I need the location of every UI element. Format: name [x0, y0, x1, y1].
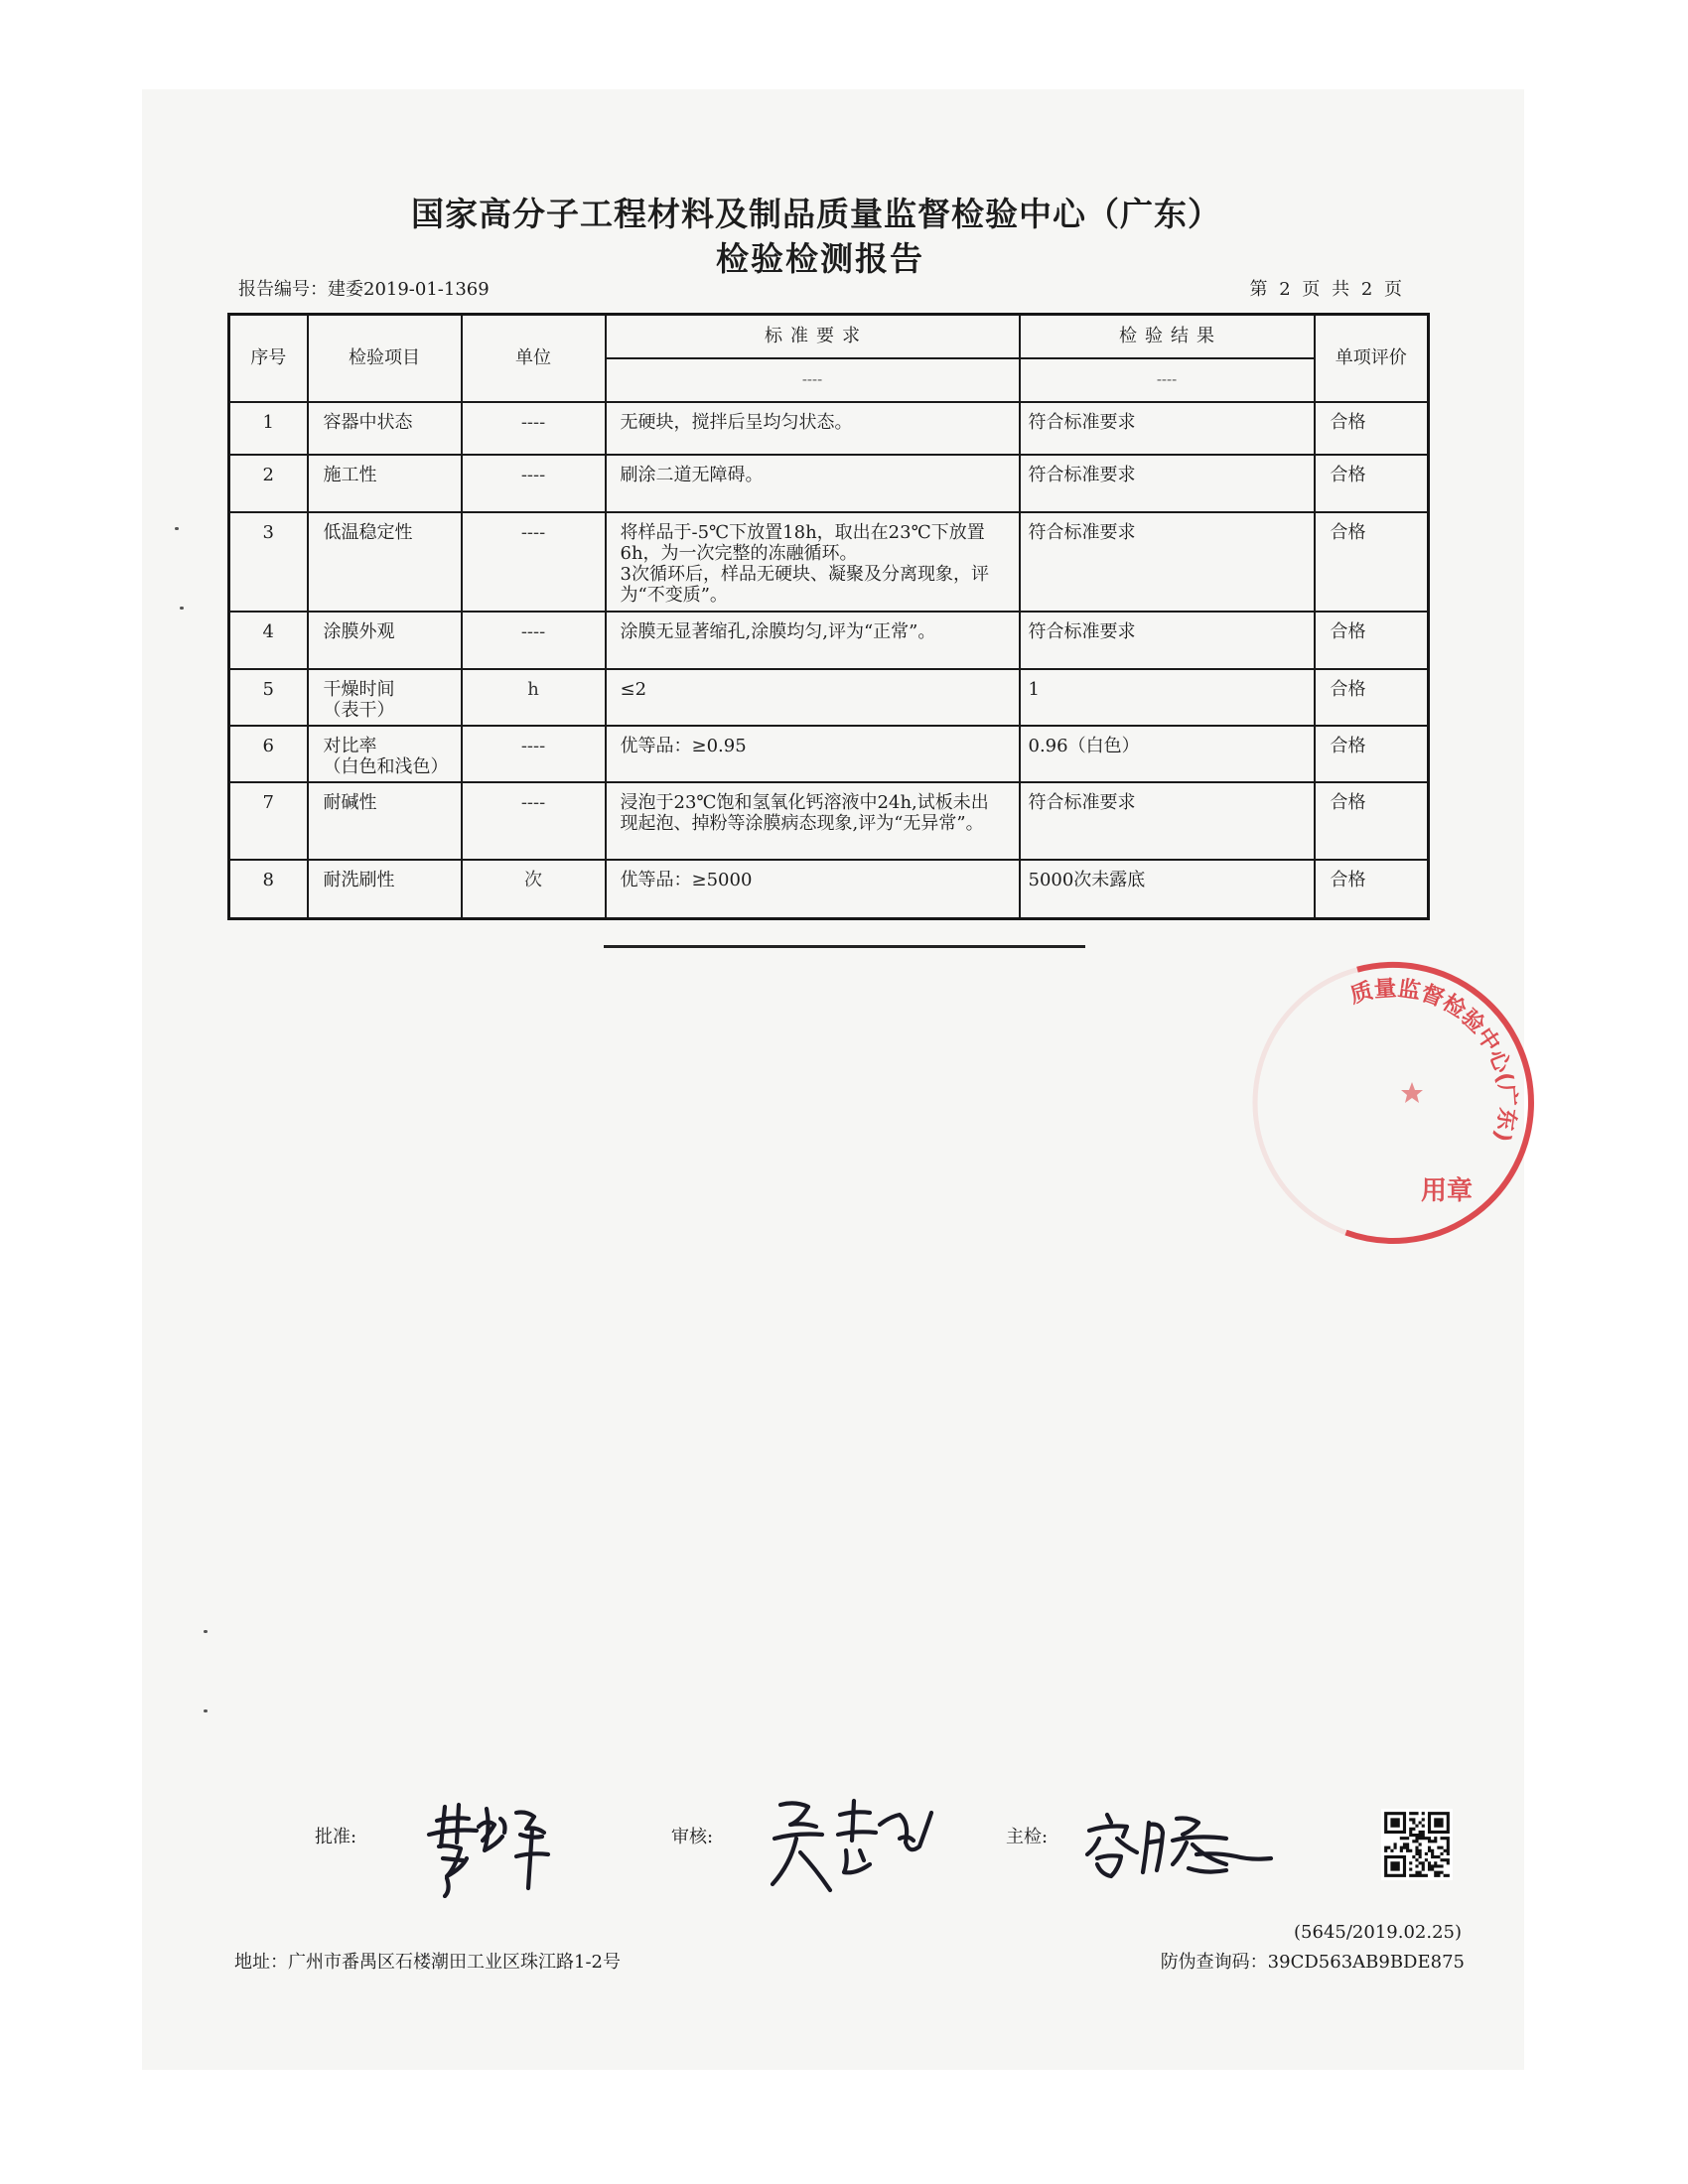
evaluation-cell: 合格 — [1315, 402, 1429, 455]
item-name: 施工性 — [323, 464, 377, 485]
seq-cell: 2 — [229, 455, 308, 512]
result-cell: 符合标准要求 — [1020, 612, 1315, 669]
item-note: （表干） — [323, 699, 395, 721]
table-row — [229, 402, 1429, 455]
approve-label: 批准: — [315, 1827, 357, 1847]
unit-cell: 次 — [462, 860, 606, 919]
standard-cell — [606, 612, 1020, 669]
item-cell — [308, 669, 462, 726]
standard-text: 将样品于-5℃下放置18h，取出在23℃下放置6h，为一次完整的冻融循环。 — [620, 521, 985, 564]
end-of-table-rule — [604, 945, 1085, 948]
item-name: 容器中状态 — [323, 411, 413, 433]
seal-arc-text — [1347, 976, 1521, 1145]
unit-cell: h — [462, 669, 606, 726]
page-info: 第 2 页 共 2 页 — [1249, 279, 1402, 300]
standard-text: ≤2 — [620, 678, 647, 700]
evaluation-cell: 合格 — [1315, 512, 1429, 612]
table-row — [229, 782, 1429, 860]
scan-speck — [180, 607, 184, 610]
standard-cell — [606, 512, 1020, 612]
unit-cell: ---- — [462, 612, 606, 669]
seal-center-text: 用章 — [1421, 1176, 1474, 1206]
report-number: 报告编号：建委2019-01-1369 — [238, 279, 490, 300]
seal-arc-textpath: 质量监督检验中心(广东) — [1347, 976, 1520, 1145]
unit-cell: ---- — [462, 782, 606, 860]
scan-speck — [204, 1630, 208, 1633]
standard-text: 刷涂二道无障碍。 — [620, 464, 764, 485]
header-standard-sub: ---- — [606, 358, 1020, 402]
inspector-signature-strokes — [1087, 1815, 1271, 1876]
result-cell: 0.96（白色） — [1020, 726, 1315, 782]
item-name: 低温稳定性 — [323, 521, 413, 543]
item-cell — [308, 782, 462, 860]
standard-cell — [606, 669, 1020, 726]
item-cell — [308, 455, 462, 512]
seq-cell: 6 — [229, 726, 308, 782]
standard-cell — [606, 782, 1020, 860]
table-row — [229, 669, 1429, 726]
standard-text: 3次循环后，样品无硬块、凝聚及分离现象，评为“不变质”。 — [620, 563, 989, 606]
header-result: 检验结果 — [1020, 315, 1315, 358]
header-item: 检验项目 — [308, 315, 462, 402]
table-row — [229, 455, 1429, 512]
approver-signature — [417, 1799, 566, 1898]
seq-cell: 4 — [229, 612, 308, 669]
evaluation-cell: 合格 — [1315, 455, 1429, 512]
evaluation-cell: 合格 — [1315, 669, 1429, 726]
standard-text: 优等品：≥0.95 — [620, 735, 747, 756]
standard-text: 浸泡于23℃饱和氢氧化钙溶液中24h,试板未出现起泡、掉粉等涂膜病态现象,评为“无异常”。 — [620, 791, 989, 834]
record-code: (5645/2019.02.25) — [1294, 1922, 1462, 1943]
header-unit: 单位 — [462, 315, 606, 402]
evaluation-cell: 合格 — [1315, 726, 1429, 782]
item-name: 耐洗刷性 — [323, 869, 395, 890]
item-cell — [308, 612, 462, 669]
item-cell — [308, 860, 462, 919]
unit-cell: ---- — [462, 726, 606, 782]
item-name: 对比率 — [323, 735, 377, 756]
unit-cell: ---- — [462, 512, 606, 612]
header-standard: 标准要求 — [606, 315, 1020, 358]
item-name: 涂膜外观 — [323, 620, 395, 642]
table-row — [229, 512, 1429, 612]
evaluation-cell: 合格 — [1315, 782, 1429, 860]
standard-text: 涂膜无显著缩孔,涂膜均匀,评为“正常”。 — [620, 620, 936, 642]
official-seal — [1241, 943, 1559, 1261]
header-result-sub: ---- — [1020, 358, 1315, 402]
report-title-line1: 国家高分子工程材料及制品质量监督检验中心（广东） — [411, 195, 1221, 233]
qr-code — [1381, 1809, 1453, 1880]
evaluation-cell: 合格 — [1315, 860, 1429, 919]
table-row — [229, 612, 1429, 669]
table-row — [229, 860, 1429, 919]
unit-cell: ---- — [462, 455, 606, 512]
table-header-row — [229, 315, 1429, 358]
unit-cell: ---- — [462, 402, 606, 455]
seq-cell: 7 — [229, 782, 308, 860]
standard-cell — [606, 402, 1020, 455]
anti-counterfeit-code: 防伪查询码：39CD563AB9BDE875 — [1160, 1952, 1465, 1973]
reviewer-signature — [761, 1795, 944, 1899]
item-name: 干燥时间 — [323, 678, 395, 700]
standard-text: 优等品：≥5000 — [620, 869, 753, 890]
inspector-signature — [1077, 1809, 1281, 1883]
scan-speck — [175, 527, 179, 530]
item-name: 耐碱性 — [323, 791, 377, 813]
result-cell: 符合标准要求 — [1020, 402, 1315, 455]
standard-cell — [606, 726, 1020, 782]
seq-cell: 3 — [229, 512, 308, 612]
inspector-label: 主检: — [1006, 1827, 1049, 1847]
approver-signature-strokes — [429, 1805, 548, 1896]
result-cell: 符合标准要求 — [1020, 455, 1315, 512]
header-seq: 序号 — [229, 315, 308, 402]
result-cell: 1 — [1020, 669, 1315, 726]
standard-cell — [606, 455, 1020, 512]
inspection-table — [227, 313, 1430, 920]
result-cell: 符合标准要求 — [1020, 512, 1315, 612]
scan-speck — [204, 1709, 208, 1712]
report-title-line2: 检验检测报告 — [716, 239, 924, 278]
result-cell: 符合标准要求 — [1020, 782, 1315, 860]
lab-address: 地址：广州市番禺区石楼潮田工业区珠江路1-2号 — [234, 1952, 621, 1973]
item-note: （白色和浅色） — [323, 755, 449, 777]
standard-cell — [606, 860, 1020, 919]
seal-star-icon — [1401, 1082, 1423, 1103]
item-cell — [308, 512, 462, 612]
seq-cell: 8 — [229, 860, 308, 919]
result-cell: 5000次未露底 — [1020, 860, 1315, 919]
reviewer-signature-strokes — [773, 1801, 931, 1890]
item-cell — [308, 402, 462, 455]
standard-text: 无硬块，搅拌后呈均匀状态。 — [620, 411, 853, 433]
seq-cell: 1 — [229, 402, 308, 455]
header-evaluation: 单项评价 — [1315, 315, 1429, 402]
item-cell — [308, 726, 462, 782]
seq-cell: 5 — [229, 669, 308, 726]
review-label: 审核: — [671, 1827, 714, 1847]
evaluation-cell: 合格 — [1315, 612, 1429, 669]
table-row — [229, 726, 1429, 782]
